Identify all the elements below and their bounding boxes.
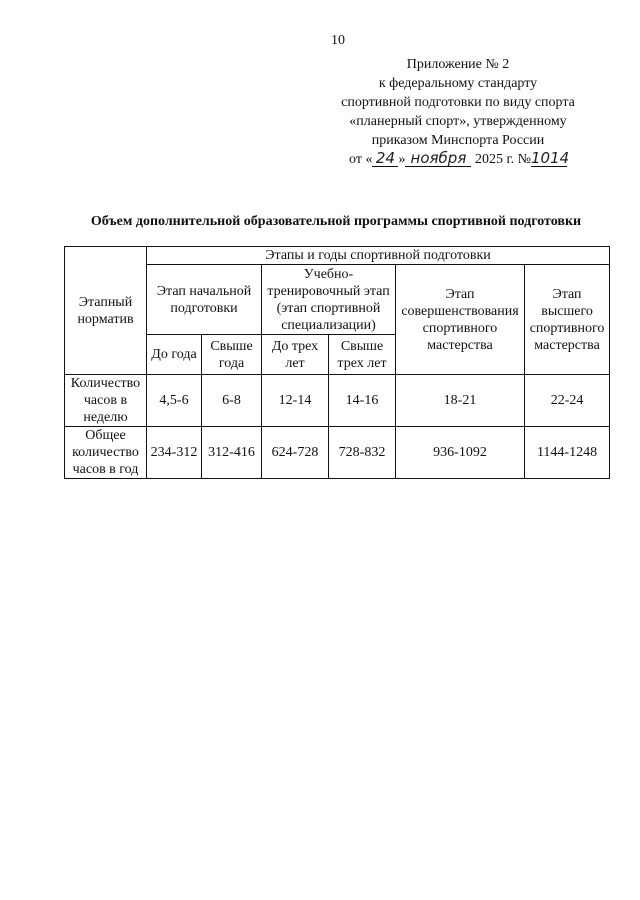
handwritten-order-number: 1014 — [530, 149, 570, 167]
row-label: Количество часов в неделю — [65, 375, 147, 427]
table-row — [65, 427, 610, 479]
table-cell: 6-8 — [202, 375, 262, 427]
table-cell: 624-728 — [262, 427, 329, 479]
appendix-header — [300, 55, 616, 169]
document-title: Объем дополнительной образовательной программы спортивной подготовки — [90, 214, 582, 229]
norms-table — [64, 246, 610, 479]
handwritten-month: ноября — [405, 150, 471, 167]
header-stage-improvement: Этап совершенствования спортивного мастерства — [396, 265, 525, 375]
table-header-row — [65, 265, 610, 335]
table-cell: 14-16 — [329, 375, 396, 427]
header-sub-initial-2: Свыше года — [202, 335, 262, 375]
row-label: Общее количество часов в год — [65, 427, 147, 479]
appendix-line: к федеральному стандарту — [378, 76, 538, 91]
table-cell: 312-416 — [202, 427, 262, 479]
handwritten-day: 24 — [372, 150, 398, 167]
header-stages-group: Этапы и годы спортивной подготовки — [147, 247, 610, 265]
table-row — [65, 375, 610, 427]
header-sub-training-2: Свыше трех лет — [329, 335, 396, 375]
appendix-line: спортивной подготовки по виду спорта — [341, 95, 575, 110]
header-stage-training: Учебно-тренировочный этап (этап спортивной специализации) — [262, 265, 396, 335]
date-year: 2025 г. № — [474, 152, 531, 167]
header-norm: Этапный норматив — [65, 247, 147, 375]
header-sub-initial-1: До года — [147, 335, 202, 375]
table-cell: 728-832 — [329, 427, 396, 479]
table-header-row — [65, 247, 610, 265]
table-cell: 22-24 — [525, 375, 610, 427]
header-stage-initial: Этап начальной подготовки — [147, 265, 262, 335]
date-mid: » — [398, 152, 406, 167]
table-cell: 234-312 — [147, 427, 202, 479]
header-stage-highest: Этап высшего спортивного мастерства — [525, 265, 610, 375]
appendix-date-line — [300, 150, 616, 169]
table-cell: 4,5-6 — [147, 375, 202, 427]
header-sub-training-1: До трех лет — [262, 335, 329, 375]
date-prefix: от « — [349, 152, 373, 167]
appendix-line: «планерный спорт», утвержденному — [349, 114, 567, 129]
table-cell: 936-1092 — [396, 427, 525, 479]
page-number: 10 — [331, 33, 345, 48]
table-cell: 18-21 — [396, 375, 525, 427]
appendix-line: Приложение № 2 — [406, 57, 510, 72]
appendix-line: приказом Минспорта России — [371, 133, 545, 148]
table-cell: 12-14 — [262, 375, 329, 427]
table-cell: 1144-1248 — [525, 427, 610, 479]
